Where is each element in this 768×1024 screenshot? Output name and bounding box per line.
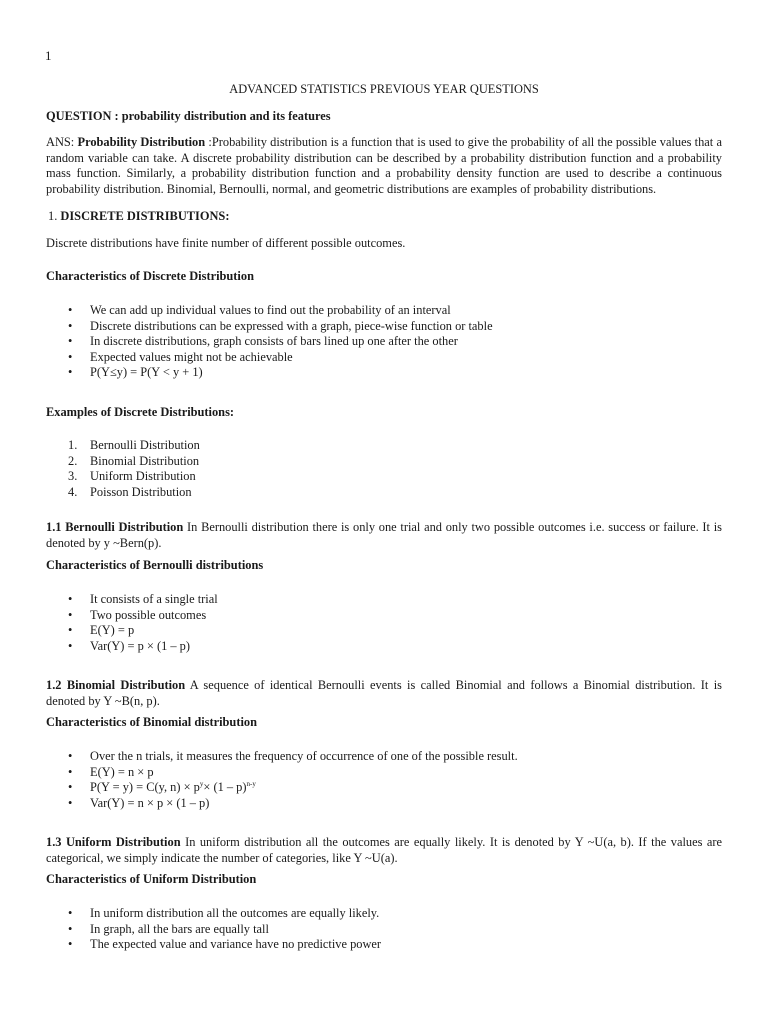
- list-item: • Var(Y) = p × (1 – p): [68, 638, 190, 653]
- list-item: • In graph, all the bars are equally tall: [68, 921, 269, 936]
- discrete-intro: Discrete distributions have finite number of different possible outcomes.: [46, 236, 406, 250]
- bullet-icon: •: [68, 318, 73, 333]
- bullet-icon: •: [68, 623, 73, 638]
- bullet-icon: •: [68, 303, 73, 317]
- discrete-characteristics-heading: Characteristics of Discrete Distribution: [46, 269, 254, 283]
- bullet-icon: •: [68, 592, 73, 606]
- list-item: • Expected values might not be achievable: [68, 349, 293, 364]
- bullet-icon: •: [68, 780, 73, 795]
- bullet-icon: •: [68, 749, 73, 763]
- binomial-characteristics-list: [46, 749, 722, 811]
- list-item: • The expected value and variance have no predictive power: [68, 937, 382, 952]
- list-item: • Var(Y) = n × p × (1 – p): [68, 795, 210, 810]
- list-item: • It consists of a single trial: [68, 592, 218, 606]
- list-item: • Two possible outcomes: [68, 607, 207, 622]
- discrete-characteristics-list: [46, 303, 722, 381]
- answer-paragraph: ANS: Probability Distribution :Probability distribution is a function that is used to give the probability of all the possible values that a random variable can take. A discrete probability distribution can be described by a probability distribution function and a probability mass function. Similarly, a probability distribution function and a probability density function are used to describe a continuous probability distribution. Binomial, Bernoulli, normal, and geometric distributions are examples of probability distributions.: [46, 135, 723, 196]
- discrete-heading: 1. DISCRETE DISTRIBUTIONS:: [48, 209, 230, 223]
- bullet-icon: •: [68, 365, 73, 380]
- bullet-icon: •: [68, 906, 73, 920]
- bullet-icon: •: [68, 638, 73, 653]
- list-item: • Over the n trials, it measures the frequency of occurrence of one of the possible result.: [68, 749, 518, 763]
- question-heading: QUESTION : probability distribution and its features: [46, 109, 331, 123]
- list-item: 3. Uniform Distribution: [68, 469, 196, 484]
- bullet-icon: •: [68, 937, 73, 952]
- list-item: • E(Y) = n × p: [68, 764, 154, 779]
- list-item: • P(Y = y) = C(y, $n) \times p^y\times (1 - p)^{n-y}$: [68, 780, 256, 795]
- bullet-icon: •: [68, 349, 73, 364]
- page-number: 1: [45, 48, 52, 63]
- list-item: 4. Poisson Distribution: [68, 484, 192, 499]
- binomial-paragraph: 1.2 Binomial Distribution A sequence of identical Bernoulli events is called Binomial and follows a Binomial distribution. It is denoted by Y ~B(n, p).: [46, 678, 722, 708]
- list-item: • We can add up individual values to find out the probability of an interval: [68, 303, 451, 317]
- bernoulli-characteristics-heading: Characteristics of Bernoulli distributions: [46, 558, 264, 572]
- list-item: • In uniform distribution all the outcomes are equally likely.: [68, 906, 380, 920]
- list-item: 2. Binomial Distribution: [68, 453, 200, 468]
- document-title: ADVANCED STATISTICS PREVIOUS YEAR QUESTIONS: [229, 82, 539, 96]
- list-item: • In discrete distributions, graph consists of bars lined up one after the other: [68, 334, 458, 349]
- uniform-characteristics-heading: Characteristics of Uniform Distribution: [46, 872, 257, 886]
- list-item: • P(Y≤y) = P(Y < y + 1): [68, 365, 203, 380]
- list-item: • E(Y) = p: [68, 623, 135, 638]
- bullet-icon: •: [68, 764, 73, 779]
- uniform-paragraph: 1.3 Uniform Distribution In uniform distribution all the outcomes are equally likely. It is denoted by Y ~U(a, b). If the values are categorical, we simply indicate the number of categories, like Y ~U(a).: [46, 835, 723, 865]
- list-item: • Discrete distributions can be expressed with a graph, piece-wise function or table: [68, 318, 493, 333]
- bullet-icon: •: [68, 921, 73, 936]
- uniform-characteristics-list: [46, 906, 722, 953]
- binomial-characteristics-heading: Characteristics of Binomial distribution: [46, 715, 257, 729]
- examples-list: [46, 438, 722, 500]
- bullet-icon: •: [68, 334, 73, 349]
- bernoulli-characteristics-list: [46, 592, 722, 654]
- bullet-icon: •: [68, 607, 73, 622]
- examples-heading: Examples of Discrete Distributions:: [46, 405, 235, 419]
- list-item: 1. Bernoulli Distribution: [68, 438, 200, 452]
- bernoulli-paragraph: 1.1 Bernoulli Distribution In Bernoulli distribution there is only one trial and only two possible outcomes i.e. success or failure. It is denoted by y ~Bern(p).: [46, 520, 722, 550]
- bullet-icon: •: [68, 795, 73, 810]
